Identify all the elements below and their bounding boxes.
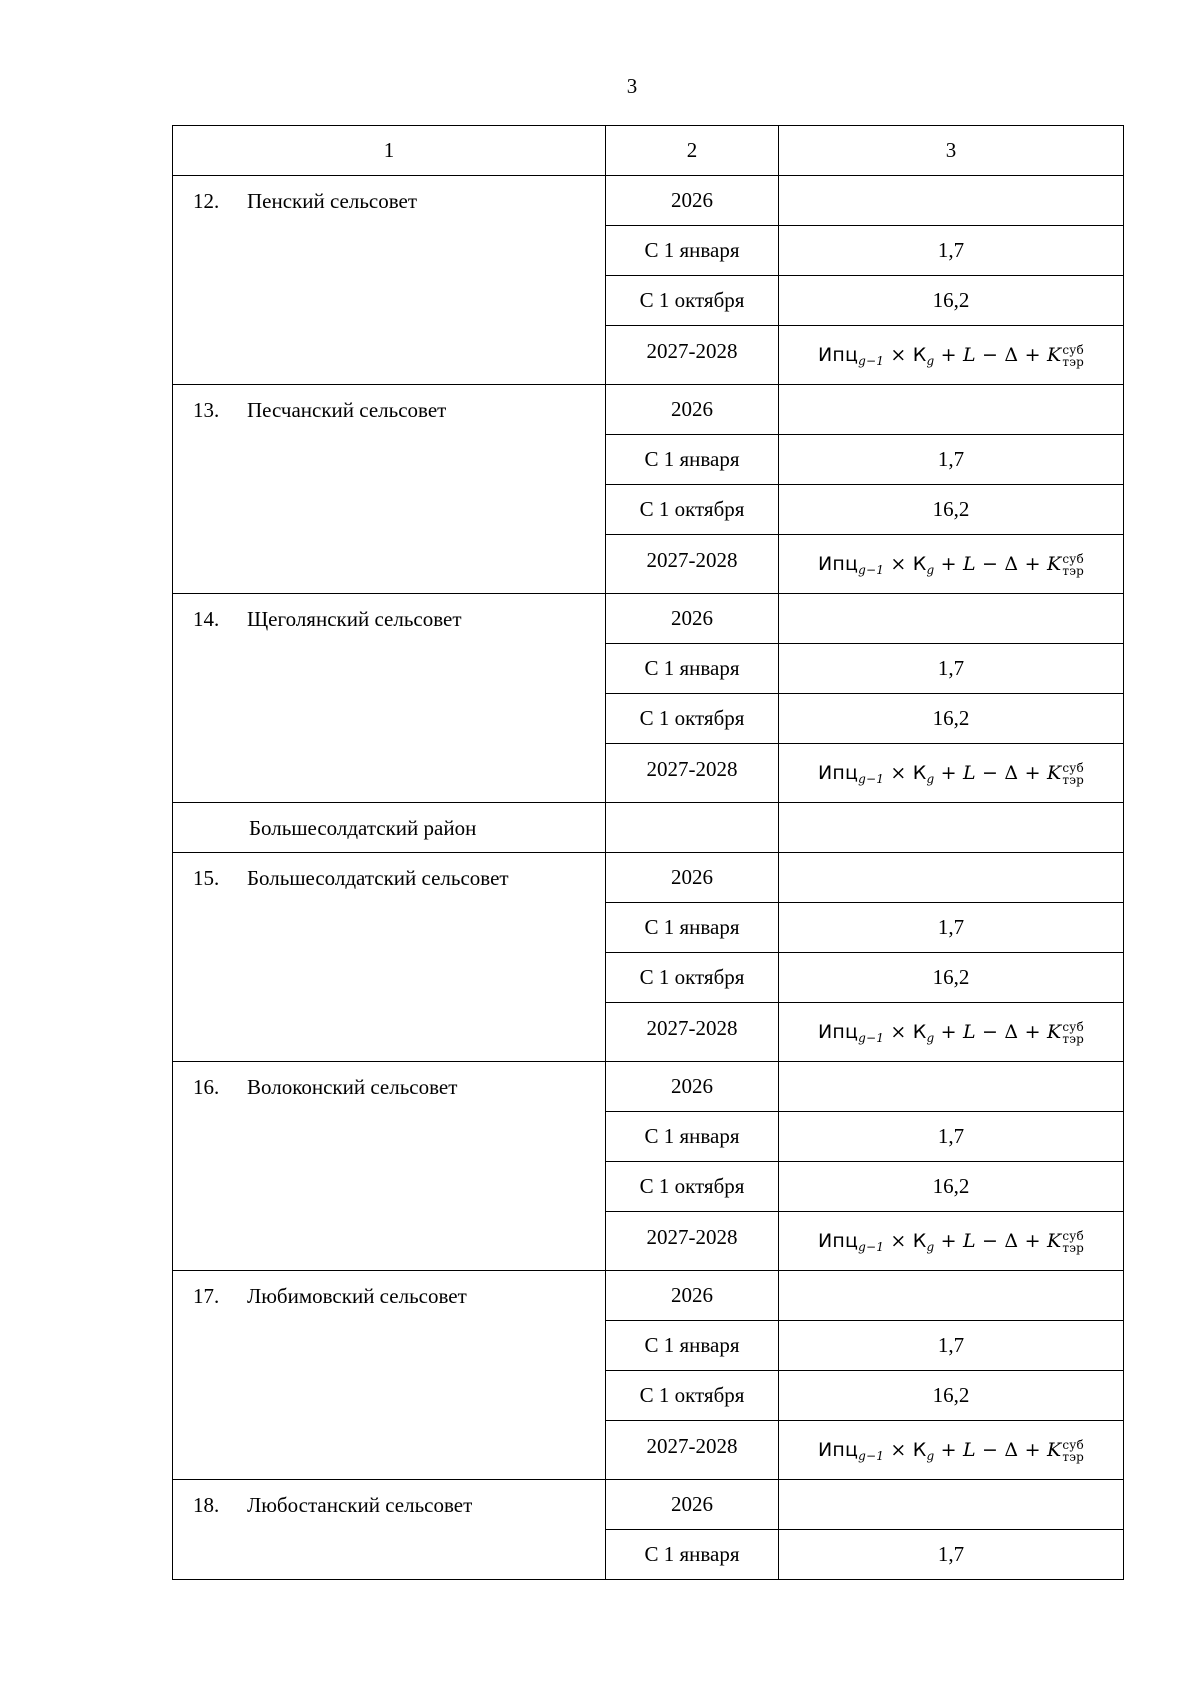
jan-label-cell: С 1 января	[606, 644, 779, 694]
settlement-name: Щеголянский сельсовет	[247, 607, 462, 631]
header-cell-2: 2	[606, 126, 779, 176]
formula-cell	[779, 1421, 1124, 1480]
year-cell: 2026	[606, 176, 779, 226]
jan-value-cell: 1,7	[779, 435, 1124, 485]
oct-label-cell: С 1 октября	[606, 485, 779, 535]
jan-value-cell: 1,7	[779, 1530, 1124, 1580]
settlement-name: Песчанский сельсовет	[247, 398, 447, 422]
jan-value-cell: 1,7	[779, 226, 1124, 276]
empty-cell	[779, 176, 1124, 226]
district-cell	[173, 803, 606, 853]
oct-label-cell: С 1 октября	[606, 953, 779, 1003]
jan-value-cell: 1,7	[779, 1112, 1124, 1162]
period-cell: 2027-2028	[606, 1212, 779, 1271]
tariff-table	[172, 125, 1124, 1580]
settlement-cell	[173, 853, 606, 1062]
row-number: 14.	[193, 607, 220, 631]
formula: $Ипц_{g-1} \times К_g + L - \Delta + K$ суб тэр	[817, 1438, 1085, 1464]
table-row	[173, 853, 1124, 903]
table-header-row	[173, 126, 1124, 176]
formula: $Ипц_{g-1} \times К_g + L - \Delta + K$ суб тэр	[817, 343, 1085, 369]
formula: $Ипц_{g-1} \times К_g + L - \Delta + K$ суб тэр	[817, 552, 1085, 578]
formula-cell	[779, 535, 1124, 594]
district-name: Большесолдатский район	[249, 816, 477, 840]
settlement-cell	[173, 1480, 606, 1580]
empty-cell	[779, 803, 1124, 853]
oct-label-cell: С 1 октября	[606, 276, 779, 326]
formula-cell	[779, 1003, 1124, 1062]
period-cell: 2027-2028	[606, 1421, 779, 1480]
table-row	[173, 1062, 1124, 1112]
period-cell: 2027-2028	[606, 744, 779, 803]
formula: $Ипц_{g-1} \times К_g + L - \Delta + K$ суб тэр	[817, 761, 1085, 787]
period-cell: 2027-2028	[606, 535, 779, 594]
jan-label-cell: С 1 января	[606, 1530, 779, 1580]
row-number: 15.	[193, 866, 220, 890]
year-cell: 2026	[606, 853, 779, 903]
page-number: 3	[626, 74, 638, 98]
row-number: 13.	[193, 398, 220, 422]
year-cell: 2026	[606, 594, 779, 644]
table-row	[173, 385, 1124, 435]
settlement-name: Любостанский сельсовет	[247, 1493, 473, 1517]
jan-label-cell: С 1 января	[606, 1321, 779, 1371]
year-cell: 2026	[606, 1271, 779, 1321]
jan-label-cell: С 1 января	[606, 435, 779, 485]
year-cell: 2026	[606, 1062, 779, 1112]
header-cell-1: 1	[173, 126, 606, 176]
settlement-name: Большесолдатский сельсовет	[247, 866, 509, 890]
table-row	[173, 1271, 1124, 1321]
empty-cell	[779, 385, 1124, 435]
period-cell: 2027-2028	[606, 1003, 779, 1062]
formula-cell	[779, 326, 1124, 385]
oct-label-cell: С 1 октября	[606, 1162, 779, 1212]
jan-label-cell: С 1 января	[606, 1112, 779, 1162]
settlement-cell	[173, 1062, 606, 1271]
settlement-name: Любимовский сельсовет	[247, 1284, 467, 1308]
period-cell: 2027-2028	[606, 326, 779, 385]
empty-cell	[779, 1062, 1124, 1112]
jan-value-cell: 1,7	[779, 644, 1124, 694]
oct-value-cell: 16,2	[779, 694, 1124, 744]
formula-cell	[779, 744, 1124, 803]
district-row	[173, 803, 1124, 853]
jan-label-cell: С 1 января	[606, 903, 779, 953]
settlement-cell	[173, 385, 606, 594]
settlement-name: Волоконский сельсовет	[247, 1075, 458, 1099]
formula: $Ипц_{g-1} \times К_g + L - \Delta + K$ суб тэр	[817, 1020, 1085, 1046]
row-number: 17.	[193, 1284, 220, 1308]
row-number: 18.	[193, 1493, 220, 1517]
oct-label-cell: С 1 октября	[606, 1371, 779, 1421]
header-cell-3: 3	[779, 126, 1124, 176]
oct-value-cell: 16,2	[779, 485, 1124, 535]
empty-cell	[779, 594, 1124, 644]
row-number: 16.	[193, 1075, 220, 1099]
oct-value-cell: 16,2	[779, 953, 1124, 1003]
settlement-cell	[173, 1271, 606, 1480]
empty-cell	[779, 1480, 1124, 1530]
settlement-cell	[173, 176, 606, 385]
settlement-name: Пенский сельсовет	[247, 189, 418, 213]
jan-value-cell: 1,7	[779, 903, 1124, 953]
table-row	[173, 1480, 1124, 1530]
table-row	[173, 176, 1124, 226]
formula: $Ипц_{g-1} \times К_g + L - \Delta + K$ суб тэр	[817, 1229, 1085, 1255]
table-row	[173, 594, 1124, 644]
jan-label-cell: С 1 января	[606, 226, 779, 276]
year-cell: 2026	[606, 1480, 779, 1530]
empty-cell	[606, 803, 779, 853]
formula-cell	[779, 1212, 1124, 1271]
empty-cell	[779, 853, 1124, 903]
row-number: 12.	[193, 189, 220, 213]
oct-value-cell: 16,2	[779, 276, 1124, 326]
oct-label-cell: С 1 октября	[606, 694, 779, 744]
jan-value-cell: 1,7	[779, 1321, 1124, 1371]
empty-cell	[779, 1271, 1124, 1321]
oct-value-cell: 16,2	[779, 1371, 1124, 1421]
year-cell: 2026	[606, 385, 779, 435]
oct-value-cell: 16,2	[779, 1162, 1124, 1212]
settlement-cell	[173, 594, 606, 803]
